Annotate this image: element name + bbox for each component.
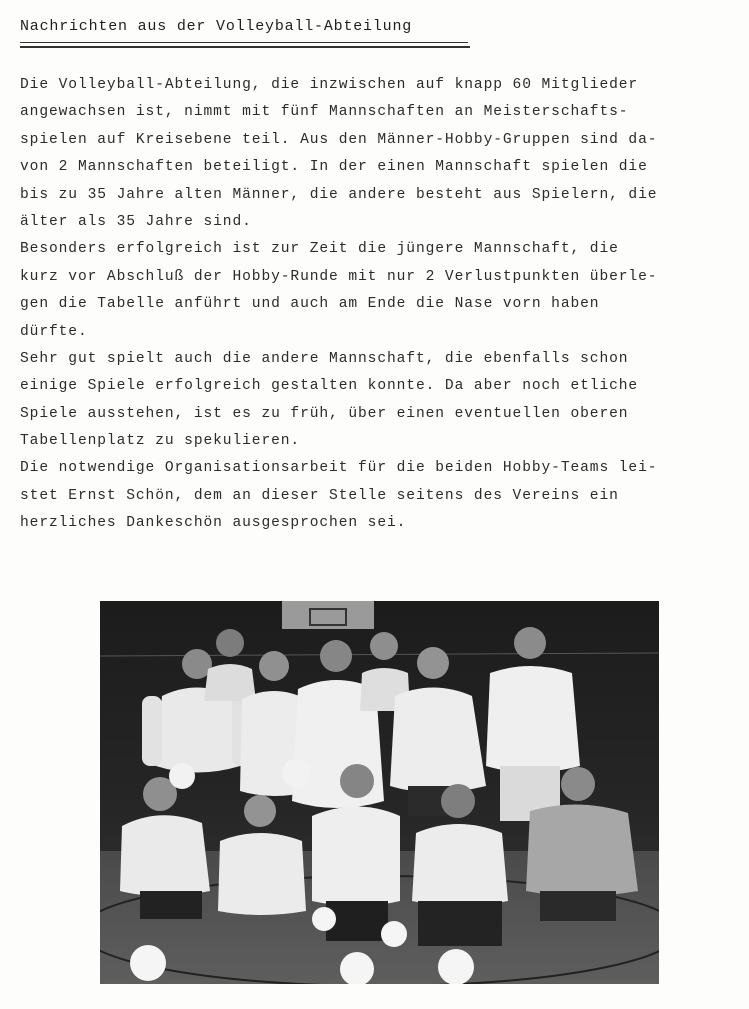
text-line: älter als 35 Jahre sind.	[20, 213, 252, 230]
text-line: Besonders erfolgreich ist zur Zeit die jüngere Mannschaft, die	[20, 241, 619, 258]
text-line: dürfte.	[20, 323, 88, 340]
text-line: gen die Tabelle anführt und auch am Ende die Nase vorn haben	[20, 296, 600, 313]
text-line: Die Volleyball-Abteilung, die inzwischen auf knapp 60 Mitglieder	[20, 77, 639, 93]
text-line: Sehr gut spielt auch die andere Mannschaft, die ebenfalls schon	[20, 350, 629, 367]
title-underline-double	[20, 46, 470, 48]
text-line: einige Spiele erfolgreich gestalten konnte. Da aber noch etliche	[20, 378, 639, 395]
article-body	[20, 72, 745, 538]
page-title: Nachrichten aus der Volleyball-Abteilung	[20, 18, 413, 35]
text-line: Spiele ausstehen, ist es zu früh, über einen eventuellen oberen	[20, 405, 629, 422]
text-line: von 2 Mannschaften beteiligt. In der einen Mannschaft spielen die	[20, 159, 648, 176]
text-line: bis zu 35 Jahre alten Männer, die andere besteht aus Spielern, die	[20, 186, 658, 203]
text-line: angewachsen ist, nimmt mit fünf Mannschaften an Meisterschafts-	[20, 104, 629, 121]
text-line: herzliches Dankeschön ausgesprochen sei.	[20, 515, 407, 532]
text-line: Die notwendige Organisationsarbeit für die beiden Hobby-Teams lei-	[20, 460, 658, 477]
text-line: Tabellenplatz zu spekulieren.	[20, 433, 301, 450]
text-line: stet Ernst Schön, dem an dieser Stelle seitens des Vereins ein	[20, 487, 619, 504]
team-photo	[100, 601, 659, 984]
text-line: spielen auf Kreisebene teil. Aus den Männer-Hobby-Gruppen sind da-	[20, 131, 658, 148]
title-underline	[20, 42, 468, 43]
text-line: kurz vor Abschluß der Hobby-Runde mit nur 2 Verlustpunkten überle-	[20, 268, 658, 285]
